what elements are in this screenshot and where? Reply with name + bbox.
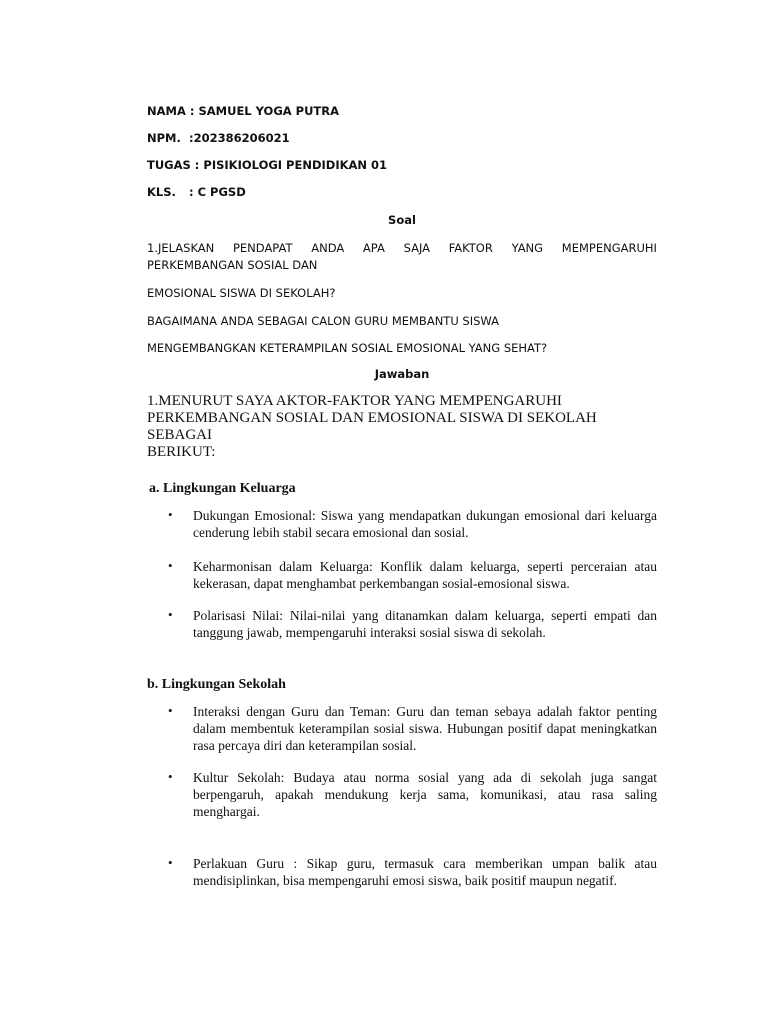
- kls-label: KLS.: [147, 185, 176, 199]
- student-class: [147, 185, 246, 199]
- question-1: [147, 240, 657, 274]
- student-name: NAMA : SAMUEL YOGA PUTRA: [147, 104, 340, 118]
- kls-value: : C PGSD: [189, 185, 246, 199]
- npm-value: :202386206021: [189, 131, 290, 145]
- bullet-icon: •: [168, 769, 173, 784]
- q1-word: ANDA: [311, 241, 345, 255]
- answer-intro-line-2: PERKEMBANGAN SOSIAL DAN EMOSIONAL SISWA DI SEKOLAH SEBAGAI: [147, 410, 597, 443]
- list-item: Perlakuan Guru : Sikap guru, termasuk cara memberikan umpan balik atau mendisiplinkan, bisa mempengaruhi emosi siswa, baik positif maupun negatif.: [193, 856, 657, 888]
- soal-heading: Soal: [388, 213, 416, 227]
- list-item: Keharmonisan dalam Keluarga: Konflik dalam keluarga, seperti perceraian atau kekerasan, dapat menghambat perkembangan sosial-emosional siswa.: [193, 559, 657, 591]
- assignment-title: TUGAS : PISIKIOLOGI PENDIDIKAN 01: [147, 158, 388, 172]
- jawaban-heading: Jawaban: [374, 367, 430, 381]
- list-item: Polarisasi Nilai: Nilai-nilai yang ditanamkan dalam keluarga, seperti empati dan tanggung jawab, mempengaruhi interaksi sosial siswa di sekolah.: [193, 608, 657, 640]
- bullet-icon: •: [168, 607, 173, 622]
- bullet-icon: •: [168, 855, 173, 870]
- q1-word: 1.JELASKAN: [147, 241, 215, 255]
- question-2-line-1: BAGAIMANA ANDA SEBAGAI CALON GURU MEMBANTU SISWA: [147, 314, 499, 328]
- bullet-icon: •: [168, 703, 173, 718]
- q1-word: MEMPENGARUHI: [561, 241, 657, 255]
- bullet-icon: •: [168, 507, 173, 522]
- bullet-icon: •: [168, 558, 173, 573]
- list-item: Dukungan Emosional: Siswa yang mendapatkan dukungan emosional dari keluarga cenderung lebih stabil secara emosional dan sosial.: [193, 508, 657, 540]
- section-a-heading: a. Lingkungan Keluarga: [149, 481, 296, 496]
- q1-word: APA: [362, 241, 385, 255]
- q1-word: PENDAPAT: [232, 241, 293, 255]
- list-item: Kultur Sekolah: Budaya atau norma sosial yang ada di sekolah juga sangat berpengaruh, apakah mendukung kerja sama, komunikasi, atau rasa saling menghargai.: [193, 770, 657, 819]
- q1-word: SAJA: [403, 241, 430, 255]
- answer-intro: [147, 393, 657, 461]
- q1-word: YANG: [511, 241, 544, 255]
- question-1-line-2: PERKEMBANGAN SOSIAL DAN: [147, 258, 318, 272]
- q1-word: FAKTOR: [448, 241, 493, 255]
- answer-intro-line-3: BERIKUT:: [147, 444, 216, 460]
- student-npm: [147, 131, 290, 145]
- list-item: Interaksi dengan Guru dan Teman: Guru dan teman sebaya adalah faktor penting dalam membentuk keterampilan sosial siswa. Hubungan positif dapat meningkatkan rasa percaya diri dan keterampilan sosial.: [193, 704, 657, 753]
- question-2-line-2: MENGEMBANGKAN KETERAMPILAN SOSIAL EMOSIONAL YANG SEHAT?: [147, 341, 548, 355]
- section-b-heading: b. Lingkungan Sekolah: [147, 677, 286, 692]
- answer-intro-line-1: 1.MENURUT SAYA AKTOR-FAKTOR YANG MEMPENGARUHI: [147, 393, 562, 409]
- npm-label: NPM.: [147, 131, 181, 145]
- question-1-line-3: EMOSIONAL SISWA DI SEKOLAH?: [147, 286, 336, 300]
- question-1-line-1: [147, 240, 657, 257]
